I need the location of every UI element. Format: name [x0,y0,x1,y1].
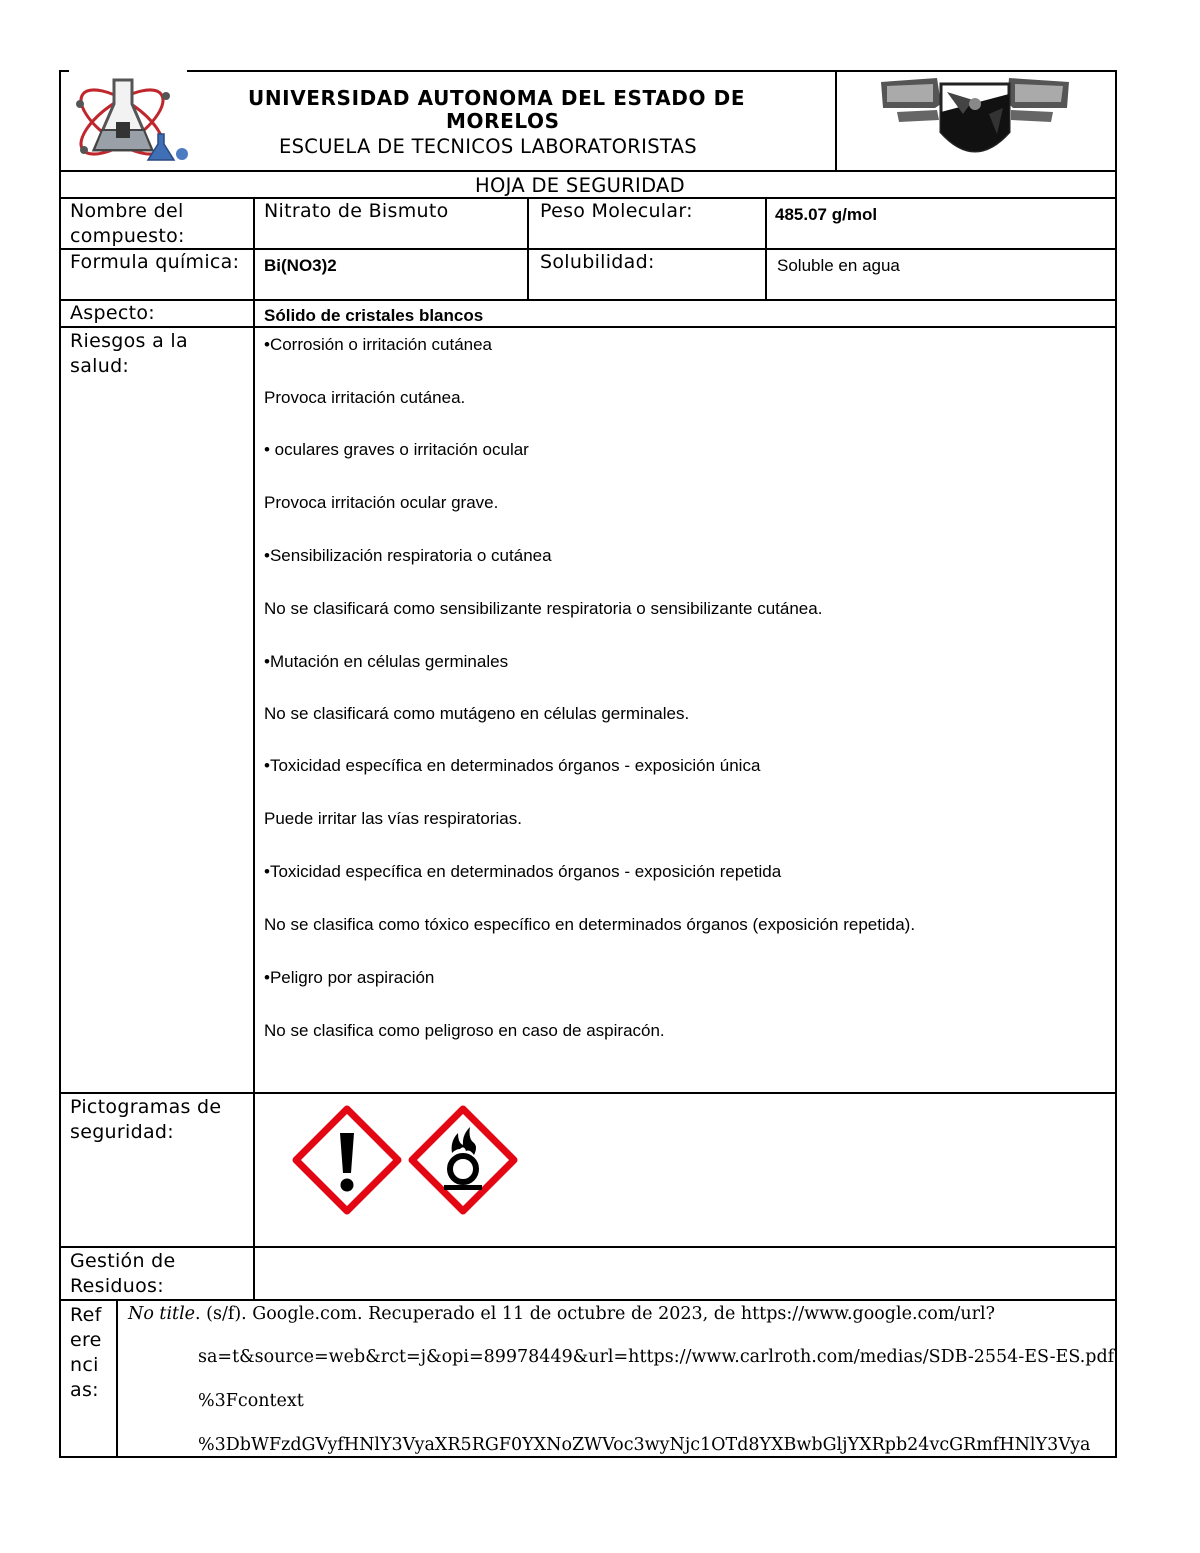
sheet-title: HOJA DE SEGURIDAD [475,174,686,197]
reference-line-4: %3DbWFzdGVyfHNlY3VyaXR5RGF0YXNoZWVoc3wyNjc1OTd8YXBwbGljYXRpb24vcGRmfHNlY3Vya [198,1435,1091,1455]
formula-value: Bi(NO3)2 [264,256,337,275]
university-name-line2: MORELOS [446,109,560,133]
school-name: ESCUELA DE TECNICOS LABORATORISTAS [279,135,697,158]
molecular-weight-label: Peso Molecular: [540,200,693,222]
solubility-label: Solubilidad: [540,251,655,273]
health-risk-line: •Corrosión o irritación cutánea [264,335,493,354]
university-name-line1: UNIVERSIDAD AUTONOMA DEL ESTADO DE [248,86,746,110]
reference-line-3: %3Fcontext [198,1391,304,1411]
molecular-weight-value: 485.07 g/mol [775,205,878,224]
reference-line-1 [128,1302,995,1327]
health-risk-line: No se clasificará como mutágeno en células germinales. [264,704,690,723]
health-risk-line: •Sensibilización respiratoria o cutánea [264,546,552,565]
reference-line-2: sa=t&source=web&rct=j&opi=89978449&url=https://www.carlroth.com/medias/SDB-2554-ES-ES.pdf [198,1347,1115,1367]
health-risk-line: No se clasificará como sensibilizante respiratoria o sensibilizante cutánea. [264,599,823,618]
health-risk-line: Provoca irritación cutánea. [264,388,466,407]
school-emblem [877,74,1073,168]
references-label: Referencias: [70,1304,102,1401]
health-risk-line: Puede irritar las vías respiratorias. [264,809,522,828]
health-risk-line: No se clasifica como tóxico específico en determinados órganos (exposición repetida). [264,915,916,934]
compound-value: Nitrato de Bismuto [264,200,449,222]
pictograms-label: Pictogramas de seguridad: [70,1096,222,1143]
health-risk-line: •Mutación en células germinales [264,652,509,671]
health-risk-line: •Toxicidad específica en determinados órganos - exposición única [264,756,761,775]
health-risk-line: Provoca irritación ocular grave. [264,493,499,512]
solubility-value: Soluble en agua [777,256,900,275]
health-risk-line: •Toxicidad específica en determinados órganos - exposición repetida [264,862,782,881]
aspect-value: Sólido de cristales blancos [264,306,484,325]
health-risks-label: Riesgos a la salud: [70,330,188,377]
university-logo [66,74,190,166]
reference-title: No title [128,1304,196,1324]
flame-over-circle-pictogram [408,1105,518,1215]
health-risk-line: No se clasifica como peligroso en caso de aspiracón. [264,1021,665,1040]
formula-label: Formula química: [70,251,240,273]
aspect-label: Aspecto: [70,302,155,324]
health-risk-line: •Peligro por aspiración [264,968,435,987]
reference-rest: . (s/f). Google.com. Recuperado el 11 de octubre de 2023, de https://www.google.com/url? [195,1304,995,1324]
waste-management-label: Gestión de Residuos: [70,1250,176,1297]
compound-label: Nombre del compuesto: [70,200,185,247]
health-risk-line: • oculares graves o irritación ocular [264,440,529,459]
exclamation-mark-pictogram [292,1105,402,1215]
